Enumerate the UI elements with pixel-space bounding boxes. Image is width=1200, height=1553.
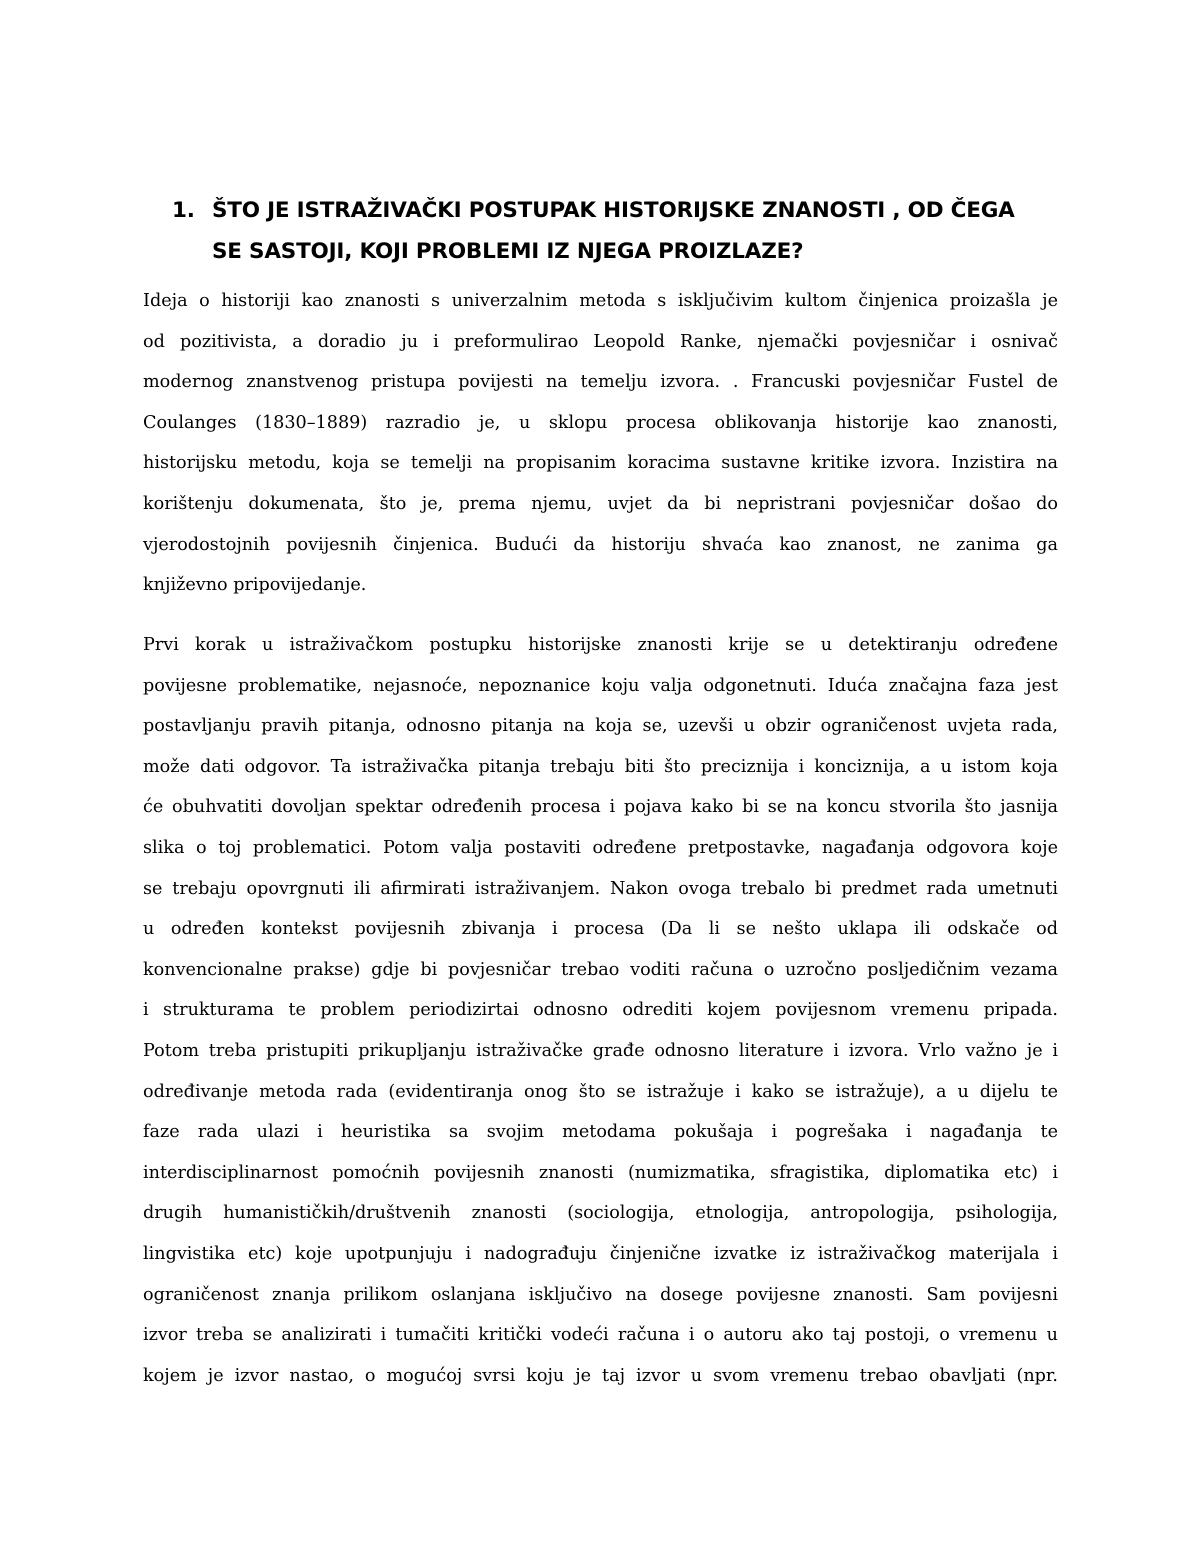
paragraph-line: se trebaju opovrgnuti ili afirmirati istraživanjem. Nakon ovoga trebalo bi predmet rada umetnuti [143, 878, 1058, 899]
paragraph-line: interdisciplinarnost pomoćnih povijesnih znanosti (numizmatika, sfragistika, diplomatika etc) i [143, 1162, 1058, 1183]
paragraph-line: konvencionalne prakse) gdje bi povjesničar trebao voditi računa o uzročno posljedičnim vezama [143, 959, 1058, 980]
paragraph-line: vjerodostojnih povijesnih činjenica. Budući da historiju shvaća kao znanost, ne zanima ga [143, 534, 1058, 555]
paragraph-line: i strukturama te problem periodizirtai odnosno odrediti kojem povijesnom vremenu pripada. [143, 1000, 1058, 1021]
paragraph-line: postavljanju pravih pitanja, odnosno pitanja na koja se, uzevši u obzir ograničenost uvjeta rada, [143, 716, 1058, 737]
paragraph-line: historijsku metodu, koja se temelji na propisanim koracima sustavne kritike izvora. Inzistira na [143, 453, 1058, 474]
heading-line-2: SE SASTOJI, KOJI PROBLEMI IZ NJEGA PROIZLAZE? [212, 239, 804, 264]
paragraph-line: može dati odgovor. Ta istraživačka pitanja trebaju biti što preciznija i konciznija, a u istom koja [143, 756, 1058, 777]
paragraph-line: povijesne problematike, nejasnoće, nepoznanice koju valja odgonetnuti. Iduća značajna faza jest [143, 675, 1058, 696]
heading-line-1: ŠTO JE ISTRAŽIVAČKI POSTUPAK HISTORIJSKE ZNANOSTI , OD ČEGA [212, 198, 1015, 223]
paragraph-line: određivanje metoda rada (evidentiranja onog što se istražuje i kako se istražuje), a u dijelu te [143, 1081, 1058, 1102]
paragraph-line: u određen kontekst povijesnih zbivanja i procesa (Da li se nešto uklapa ili odskače od [143, 919, 1058, 940]
paragraph-line: modernog znanstvenog pristupa povijesti na temelju izvora. . Francuski povjesničar Fustel de [143, 372, 1058, 393]
paragraph-line: lingvistika etc) koje upotpunjuju i nadograđuju činjenične izvatke iz istraživačkog materijala i [143, 1243, 1058, 1264]
paragraph-line: slika o toj problematici. Potom valja postaviti određene pretpostavke, nagađanja odgovora koje [143, 837, 1058, 858]
paragraph-1 [143, 281, 1058, 606]
paragraph-line: Coulanges (1830–1889) razradio je, u sklopu procesa oblikovanja historije kao znanosti, [143, 412, 1058, 433]
paragraph-line: faze rada ulazi i heuristika sa svojim metodama pokušaja i pogrešaka i nagađanja te [143, 1122, 1058, 1143]
paragraph-line: će obuhvatiti dovoljan spektar određenih procesa i pojava kako bi se na koncu stvorila što jasnija [143, 797, 1058, 818]
paragraph-line: korištenju dokumenata, što je, prema njemu, uvjet da bi nepristrani povjesničar došao do [143, 493, 1058, 514]
paragraph-line: od pozitivista, a doradio ju i preformulirao Leopold Ranke, njemački povjesničar i osnivač [143, 331, 1058, 352]
section-heading [172, 190, 1072, 272]
paragraph-line: Potom treba pristupiti prikupljanju istraživačke građe odnosno literature i izvora. Vrlo važno je i [143, 1040, 1058, 1061]
paragraph-line: ograničenost znanja prilikom oslanjana isključivo na dosege povijesne znanosti. Sam povijesni [143, 1284, 1058, 1305]
heading-number: 1. [172, 198, 195, 223]
paragraph-line: Ideja o historiji kao znanosti s univerzalnim metoda s isključivim kultom činjenica proizašla je [143, 291, 1058, 311]
paragraph-line: kojem je izvor nastao, o mogućoj svrsi koju je taj izvor u svom vremenu trebao obavljati (npr. [143, 1365, 1058, 1386]
paragraph-line: drugih humanističkih/društvenih znanosti (sociologija, etnologija, antropologija, psihologija, [143, 1203, 1058, 1224]
paragraph-line: književno pripovijedanje. [143, 575, 367, 596]
paragraph-line: Prvi korak u istraživačkom postupku historijske znanosti krije se u detektiranju određene [143, 635, 1058, 655]
paragraph-2 [143, 625, 1058, 1396]
paragraph-line: izvor treba se analizirati i tumačiti kritički vodeći računa i o autoru ako taj postoji, o vremenu u [143, 1325, 1058, 1346]
